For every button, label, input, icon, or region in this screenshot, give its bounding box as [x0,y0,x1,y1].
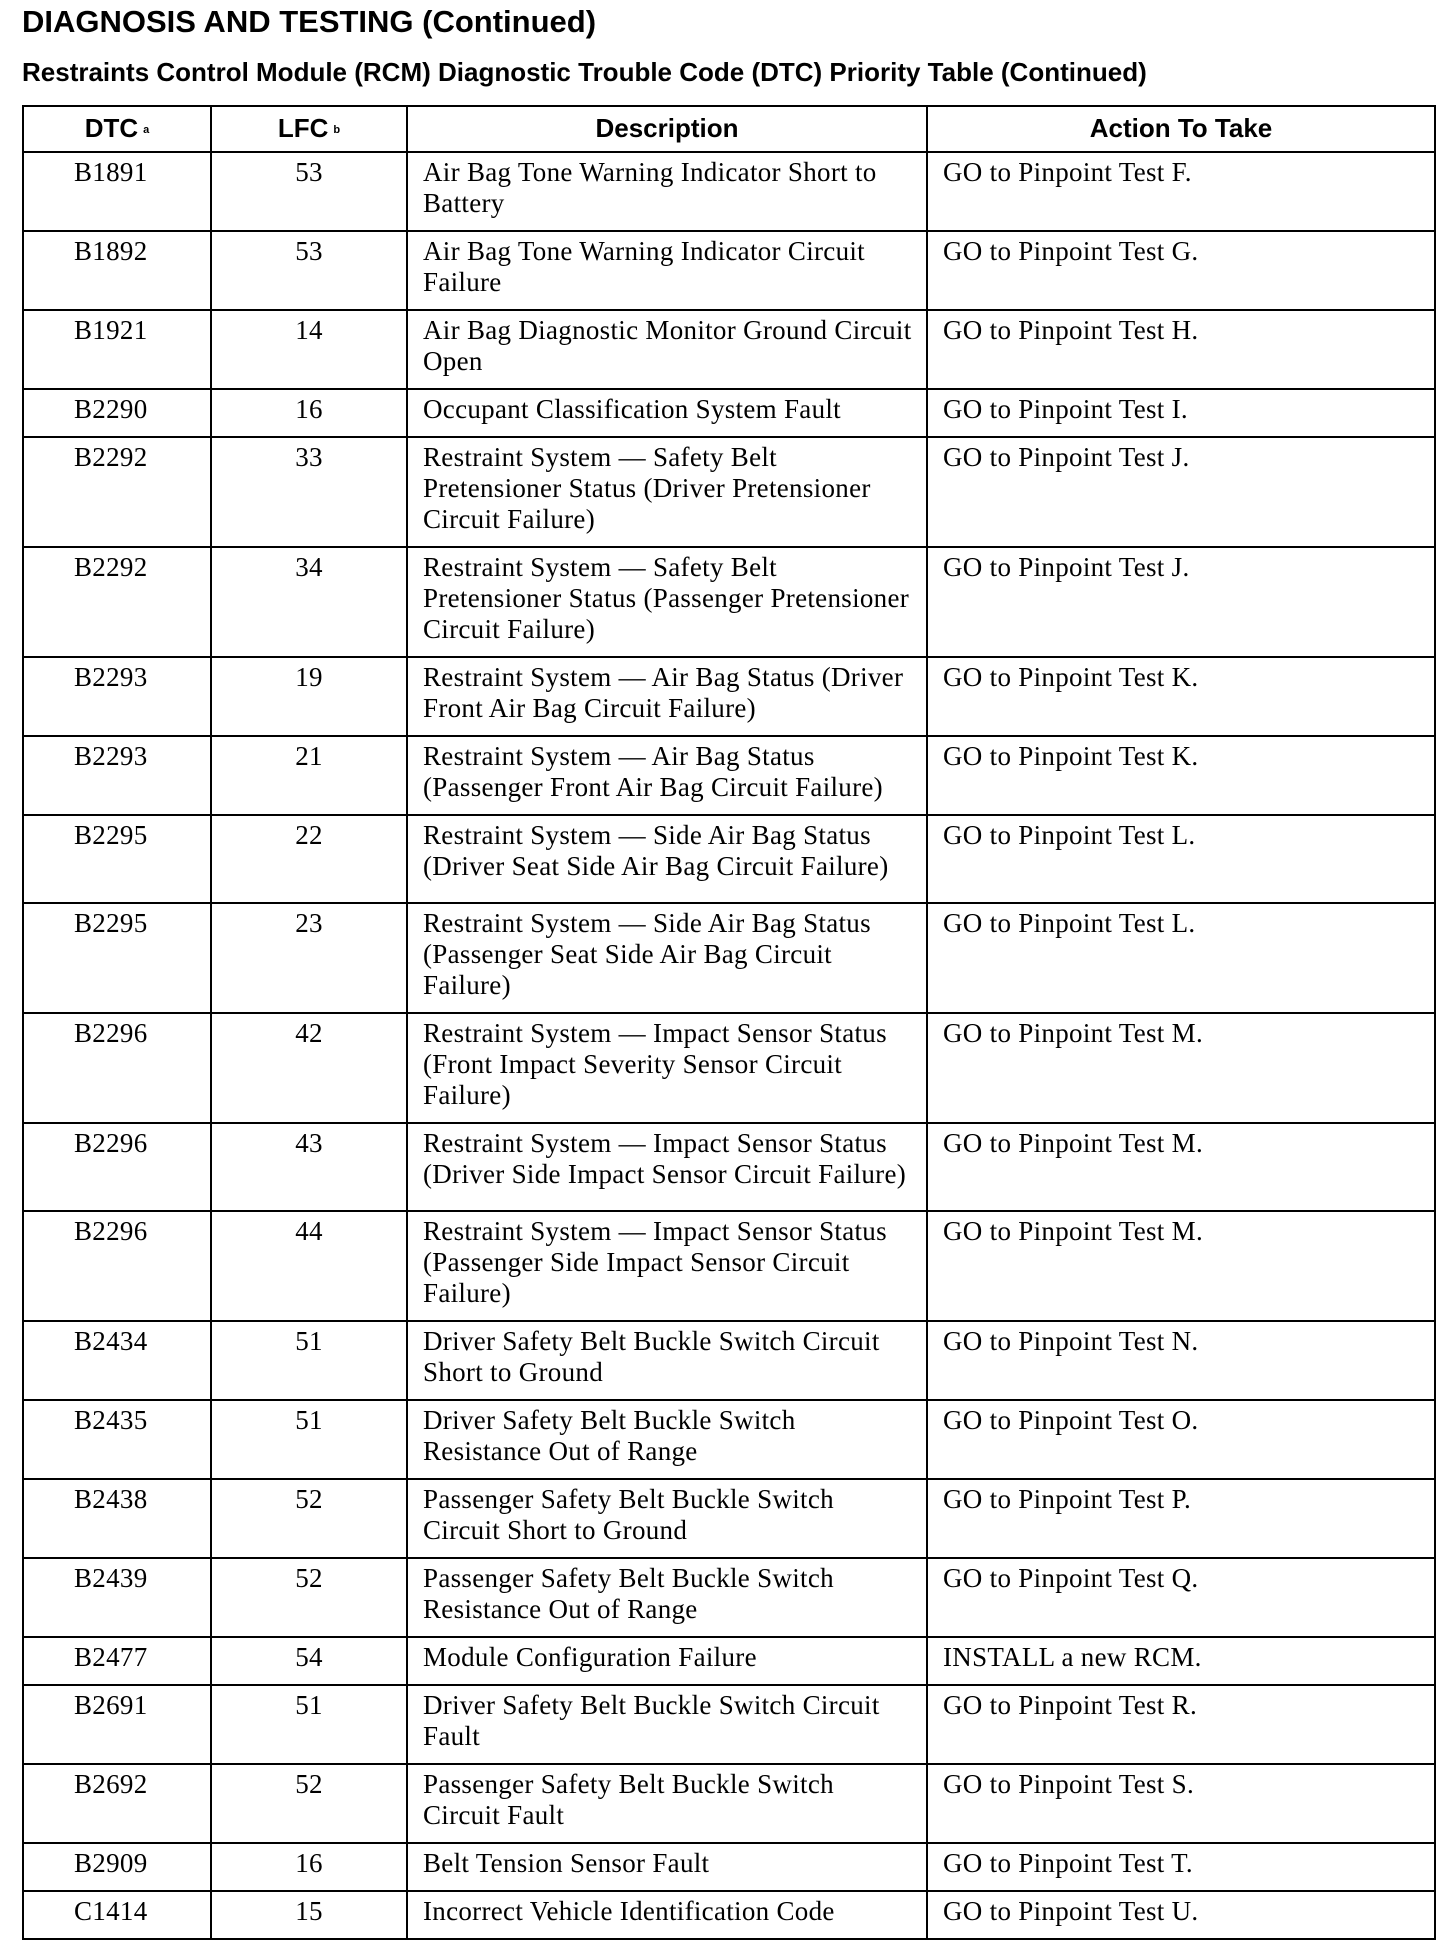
lfc-cell: 14 [211,310,407,389]
table-body [23,152,1435,1939]
table-row [23,389,1435,437]
table-row [23,657,1435,736]
table-row [23,736,1435,815]
action-cell: GO to Pinpoint Test L. [927,815,1435,903]
dtc-cell: B2293 [23,657,211,736]
dtc-cell: B2477 [23,1637,211,1685]
dtc-cell: B2295 [23,903,211,1013]
column-header-description: Description [407,106,927,152]
dtc-cell: B2292 [23,437,211,547]
action-cell: GO to Pinpoint Test M. [927,1123,1435,1211]
dtc-cell: B2692 [23,1764,211,1843]
lfc-cell: 16 [211,389,407,437]
description-cell: Air Bag Tone Warning Indicator Short to Battery [407,152,927,231]
table-row [23,437,1435,547]
header-row [23,106,1435,152]
dtc-cell: B1891 [23,152,211,231]
column-header-lfc: LFC $^b$ [211,106,407,152]
description-cell: Restraint System — Impact Sensor Status (Passenger Side Impact Sensor Circuit Failure) [407,1211,927,1321]
lfc-cell: 54 [211,1637,407,1685]
description-cell: Air Bag Tone Warning Indicator Circuit Failure [407,231,927,310]
description-cell: Restraint System — Side Air Bag Status (Driver Seat Side Air Bag Circuit Failure) [407,815,927,903]
action-cell: GO to Pinpoint Test L. [927,903,1435,1013]
description-cell: Passenger Safety Belt Buckle Switch Circuit Fault [407,1764,927,1843]
column-header-action: Action To Take [927,106,1435,152]
table-row [23,231,1435,310]
action-cell: GO to Pinpoint Test Q. [927,1558,1435,1637]
dtc-cell: B1921 [23,310,211,389]
table-row [23,310,1435,389]
description-cell: Driver Safety Belt Buckle Switch Resistance Out of Range [407,1400,927,1479]
table-row [23,1479,1435,1558]
table-row [23,1764,1435,1843]
table-row [23,1843,1435,1891]
description-cell: Passenger Safety Belt Buckle Switch Resistance Out of Range [407,1558,927,1637]
lfc-cell: 53 [211,231,407,310]
description-cell: Belt Tension Sensor Fault [407,1843,927,1891]
lfc-cell: 52 [211,1764,407,1843]
lfc-cell: 19 [211,657,407,736]
lfc-cell: 53 [211,152,407,231]
table-row [23,1123,1435,1211]
action-cell: GO to Pinpoint Test R. [927,1685,1435,1764]
table-row [23,1685,1435,1764]
column-header-dtc: DTC $^a$ [23,106,211,152]
action-cell: GO to Pinpoint Test F. [927,152,1435,231]
lfc-cell: 21 [211,736,407,815]
lfc-cell: 22 [211,815,407,903]
description-cell: Restraint System — Air Bag Status (Driver Front Air Bag Circuit Failure) [407,657,927,736]
table-title: Restraints Control Module (RCM) Diagnostic Trouble Code (DTC) Priority Table (Continued) [22,57,1147,87]
lfc-cell: 51 [211,1321,407,1400]
footnote-marker: a [143,124,150,136]
table-row [23,1321,1435,1400]
action-cell: GO to Pinpoint Test S. [927,1764,1435,1843]
description-cell: Air Bag Diagnostic Monitor Ground Circuit Open [407,310,927,389]
description-cell: Restraint System — Safety Belt Pretensioner Status (Driver Pretensioner Circuit Failure) [407,437,927,547]
table-row [23,1558,1435,1637]
dtc-cell: B2434 [23,1321,211,1400]
lfc-cell: 42 [211,1013,407,1123]
page-heading: DIAGNOSIS AND TESTING (Continued) [22,4,597,39]
dtc-cell: B2296 [23,1211,211,1321]
lfc-cell: 52 [211,1479,407,1558]
description-cell: Restraint System — Safety Belt Pretensioner Status (Passenger Pretensioner Circuit Failure) [407,547,927,657]
table-row [23,1637,1435,1685]
description-cell: Driver Safety Belt Buckle Switch Circuit Fault [407,1685,927,1764]
lfc-cell: 43 [211,1123,407,1211]
action-cell: GO to Pinpoint Test K. [927,657,1435,736]
description-cell: Restraint System — Air Bag Status (Passenger Front Air Bag Circuit Failure) [407,736,927,815]
dtc-cell: C1414 [23,1891,211,1939]
description-cell: Module Configuration Failure [407,1637,927,1685]
description-cell: Driver Safety Belt Buckle Switch Circuit Short to Ground [407,1321,927,1400]
table-row [23,903,1435,1013]
dtc-priority-table [22,105,1436,1940]
action-cell: GO to Pinpoint Test K. [927,736,1435,815]
lfc-cell: 23 [211,903,407,1013]
action-cell: GO to Pinpoint Test M. [927,1211,1435,1321]
action-cell: GO to Pinpoint Test U. [927,1891,1435,1939]
dtc-cell: B2439 [23,1558,211,1637]
description-cell: Passenger Safety Belt Buckle Switch Circuit Short to Ground [407,1479,927,1558]
action-cell: GO to Pinpoint Test J. [927,437,1435,547]
dtc-cell: B2292 [23,547,211,657]
action-cell: GO to Pinpoint Test O. [927,1400,1435,1479]
action-cell: GO to Pinpoint Test I. [927,389,1435,437]
table-row [23,152,1435,231]
table-row [23,1891,1435,1939]
footnote-marker: b [333,124,341,136]
table-row [23,547,1435,657]
dtc-cell: B2438 [23,1479,211,1558]
lfc-cell: 44 [211,1211,407,1321]
lfc-cell: 33 [211,437,407,547]
action-cell: GO to Pinpoint Test N. [927,1321,1435,1400]
table-header [23,106,1435,152]
dtc-cell: B2296 [23,1123,211,1211]
action-cell: GO to Pinpoint Test M. [927,1013,1435,1123]
table-row [23,1013,1435,1123]
lfc-cell: 52 [211,1558,407,1637]
dtc-cell: B2293 [23,736,211,815]
lfc-cell: 51 [211,1685,407,1764]
action-cell: GO to Pinpoint Test J. [927,547,1435,657]
dtc-cell: B2435 [23,1400,211,1479]
lfc-cell: 51 [211,1400,407,1479]
table-row [23,1400,1435,1479]
action-cell: GO to Pinpoint Test P. [927,1479,1435,1558]
lfc-cell: 34 [211,547,407,657]
description-cell: Occupant Classification System Fault [407,389,927,437]
dtc-cell: B2295 [23,815,211,903]
description-cell: Restraint System — Side Air Bag Status (Passenger Seat Side Air Bag Circuit Failure) [407,903,927,1013]
dtc-cell: B2290 [23,389,211,437]
action-cell: GO to Pinpoint Test H. [927,310,1435,389]
lfc-cell: 16 [211,1843,407,1891]
action-cell: INSTALL a new RCM. [927,1637,1435,1685]
lfc-cell: 15 [211,1891,407,1939]
table-row [23,1211,1435,1321]
description-cell: Incorrect Vehicle Identification Code [407,1891,927,1939]
dtc-cell: B2691 [23,1685,211,1764]
dtc-cell: B2909 [23,1843,211,1891]
action-cell: GO to Pinpoint Test G. [927,231,1435,310]
description-cell: Restraint System — Impact Sensor Status (Driver Side Impact Sensor Circuit Failure) [407,1123,927,1211]
dtc-cell: B1892 [23,231,211,310]
dtc-cell: B2296 [23,1013,211,1123]
description-cell: Restraint System — Impact Sensor Status (Front Impact Severity Sensor Circuit Failure) [407,1013,927,1123]
table-row [23,815,1435,903]
action-cell: GO to Pinpoint Test T. [927,1843,1435,1891]
